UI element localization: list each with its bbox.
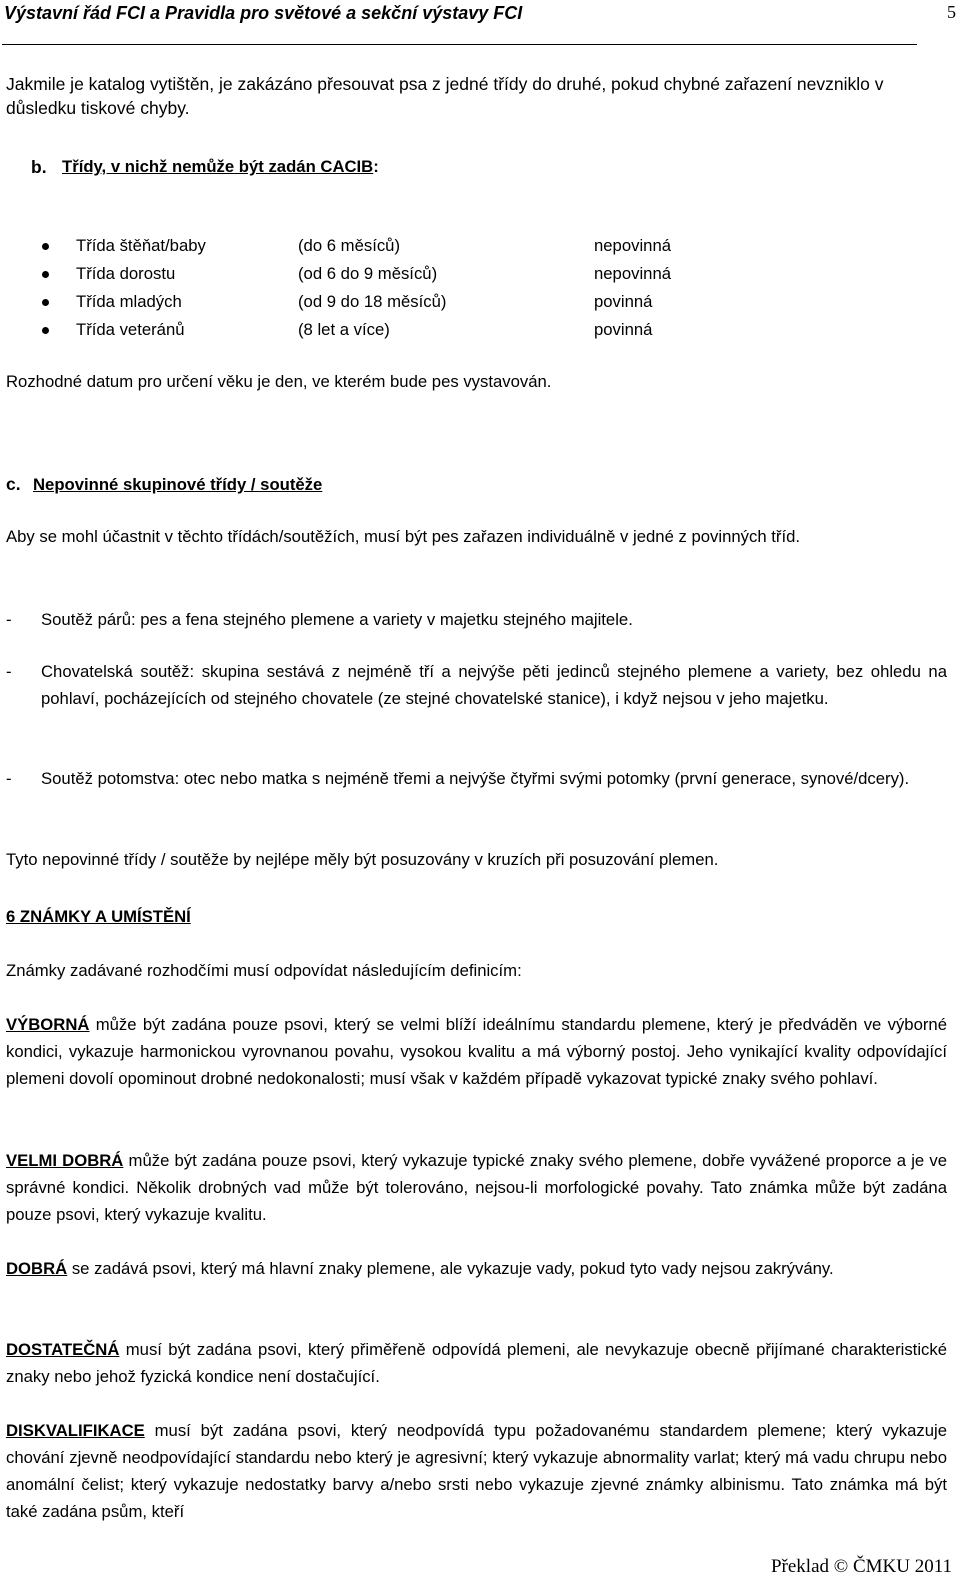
page-number: 5 — [947, 2, 956, 22]
class-status: povinná — [594, 320, 653, 339]
class-age: (od 9 do 18 měsíců) — [298, 292, 447, 311]
list-item: Soutěž potomstva: otec nebo matka s nejméně třemi a nejvýše čtyřmi svými potomky (první generace, synové/dcery). — [41, 769, 910, 788]
class-name: Třída mladých — [76, 292, 182, 311]
section-6-intro: Známky zadávané rozhodčími musí odpovídat následujícím definicím: — [6, 961, 522, 980]
grade-term: VELMI DOBRÁ — [6, 1151, 124, 1170]
section-c-marker: c. — [6, 474, 21, 494]
class-name: Třída štěňat/baby — [76, 236, 206, 255]
grade-term: DOSTATEČNÁ — [6, 1340, 120, 1359]
section-b-colon: : — [373, 157, 379, 176]
grade-text: se zadává psovi, který má hlavní znaky plemene, ale vykazuje vady, pokud tyto vady nejsou zakrývány. — [67, 1259, 834, 1278]
list-item: Soutěž párů: pes a fena stejného plemene a variety v majetku stejného majitele. — [41, 610, 633, 629]
grade-definition — [6, 1336, 947, 1390]
grade-term: DISKVALIFIKACE — [6, 1421, 145, 1440]
section-c-title: Nepovinné skupinové třídy / soutěže — [33, 475, 323, 494]
class-status: nepovinná — [594, 236, 672, 255]
grade-term: DOBRÁ — [6, 1259, 68, 1278]
section-b-marker: b. — [31, 157, 47, 177]
bullet-icon — [42, 327, 49, 334]
closing-paragraph: Tyto nepovinné třídy / soutěže by nejlépe měly být posuzovány v kruzích při posuzování plemen. — [6, 850, 719, 869]
header-title: Výstavní řád FCI a Pravidla pro světové a sekční výstavy FCI — [4, 3, 523, 23]
grade-text: musí být zadána psovi, který neodpovídá typu požadovanému standardem plemene; který vykazuje chování zjevně neodpovídající standardu nebo který je agresivní; který vykazuje abnormality varlat; který má vadu chrupu nebo anomální čelist; který vykazuje nedostatky barvy a/nebo srsti nebo vykazuje zjevné známky albinismu. Tato známka má být také zadána psům, kteří — [6, 1421, 947, 1521]
header-rule — [2, 44, 917, 45]
bullet-icon — [42, 243, 49, 250]
dash-marker: - — [6, 610, 12, 629]
section-c-intro: Aby se mohl účastnit v těchto třídách/soutěžích, musí být pes zařazen individuálně v jedné z povinných tříd. — [6, 527, 801, 546]
class-name: Třída dorostu — [76, 264, 176, 283]
section-b-title: Třídy, v nichž nemůže být zadán CACIB — [62, 157, 374, 176]
age-note: Rozhodné datum pro určení věku je den, ve kterém bude pes vystavován. — [6, 372, 552, 391]
class-status: povinná — [594, 292, 653, 311]
grade-text: může být zadána pouze psovi, který se velmi blíží ideálnímu standardu plemene, který je předváděn ve výborné kondici, vykazuje harmonickou vyrovnanou povahu, vysokou kvalitu a má výborný postoj. Jeho vynikající kvality odpovídající plemeni dovolí opominout drobné nedokonalosti; musí však v každém případě vykazovat typické znaky svého pohlaví. — [6, 1015, 947, 1088]
list-item: Chovatelská soutěž: skupina sestává z nejméně tří a nejvýše pěti jedinců stejného plemene a variety, bez ohledu na pohlaví, pocházejících od stejného chovatele (ze stejné chovatelské stanice), i když nejsou v jeho majetku. — [41, 662, 947, 708]
grade-text: může být zadána pouze psovi, který vykazuje typické znaky svého plemene, dobře vyvážené proporce a je ve správné kondici. Několik drobných vad může být tolerováno, nejsou-li morfologické povahy. Tato známka může být zadána pouze psovi, který vykazuje kvalitu. — [6, 1151, 948, 1224]
class-age: (do 6 měsíců) — [298, 236, 401, 255]
grade-definition — [6, 1255, 947, 1282]
dash-marker: - — [6, 662, 12, 681]
grade-text: musí být zadána psovi, který přiměřeně odpovídá plemeni, ale nevykazuje obecně přijímané charakteristické znaky nebo jehož fyzická kondice není dostačující. — [6, 1340, 947, 1386]
grade-definition — [6, 1147, 947, 1228]
class-age: (od 6 do 9 měsíců) — [298, 264, 438, 283]
intro-paragraph: Jakmile je katalog vytištěn, je zakázáno přesouvat psa z jedné třídy do druhé, pokud chybné zařazení nevzniklo v důsledku tiskové chyby. — [6, 74, 884, 118]
section-6-title: 6 ZNÁMKY A UMÍSTĚNÍ — [6, 907, 191, 926]
grade-definition — [6, 1011, 947, 1092]
grade-term: VÝBORNÁ — [6, 1015, 90, 1034]
dash-marker: - — [6, 769, 12, 788]
bullet-icon — [42, 271, 49, 278]
class-age: (8 let a více) — [298, 320, 390, 339]
class-name: Třída veteránů — [76, 320, 185, 339]
footer-credit: Překlad © ČMKU 2011 — [770, 1556, 952, 1577]
class-status: nepovinná — [594, 264, 672, 283]
grade-definition — [6, 1417, 947, 1525]
bullet-icon — [42, 299, 49, 306]
section-b-heading — [62, 153, 379, 180]
